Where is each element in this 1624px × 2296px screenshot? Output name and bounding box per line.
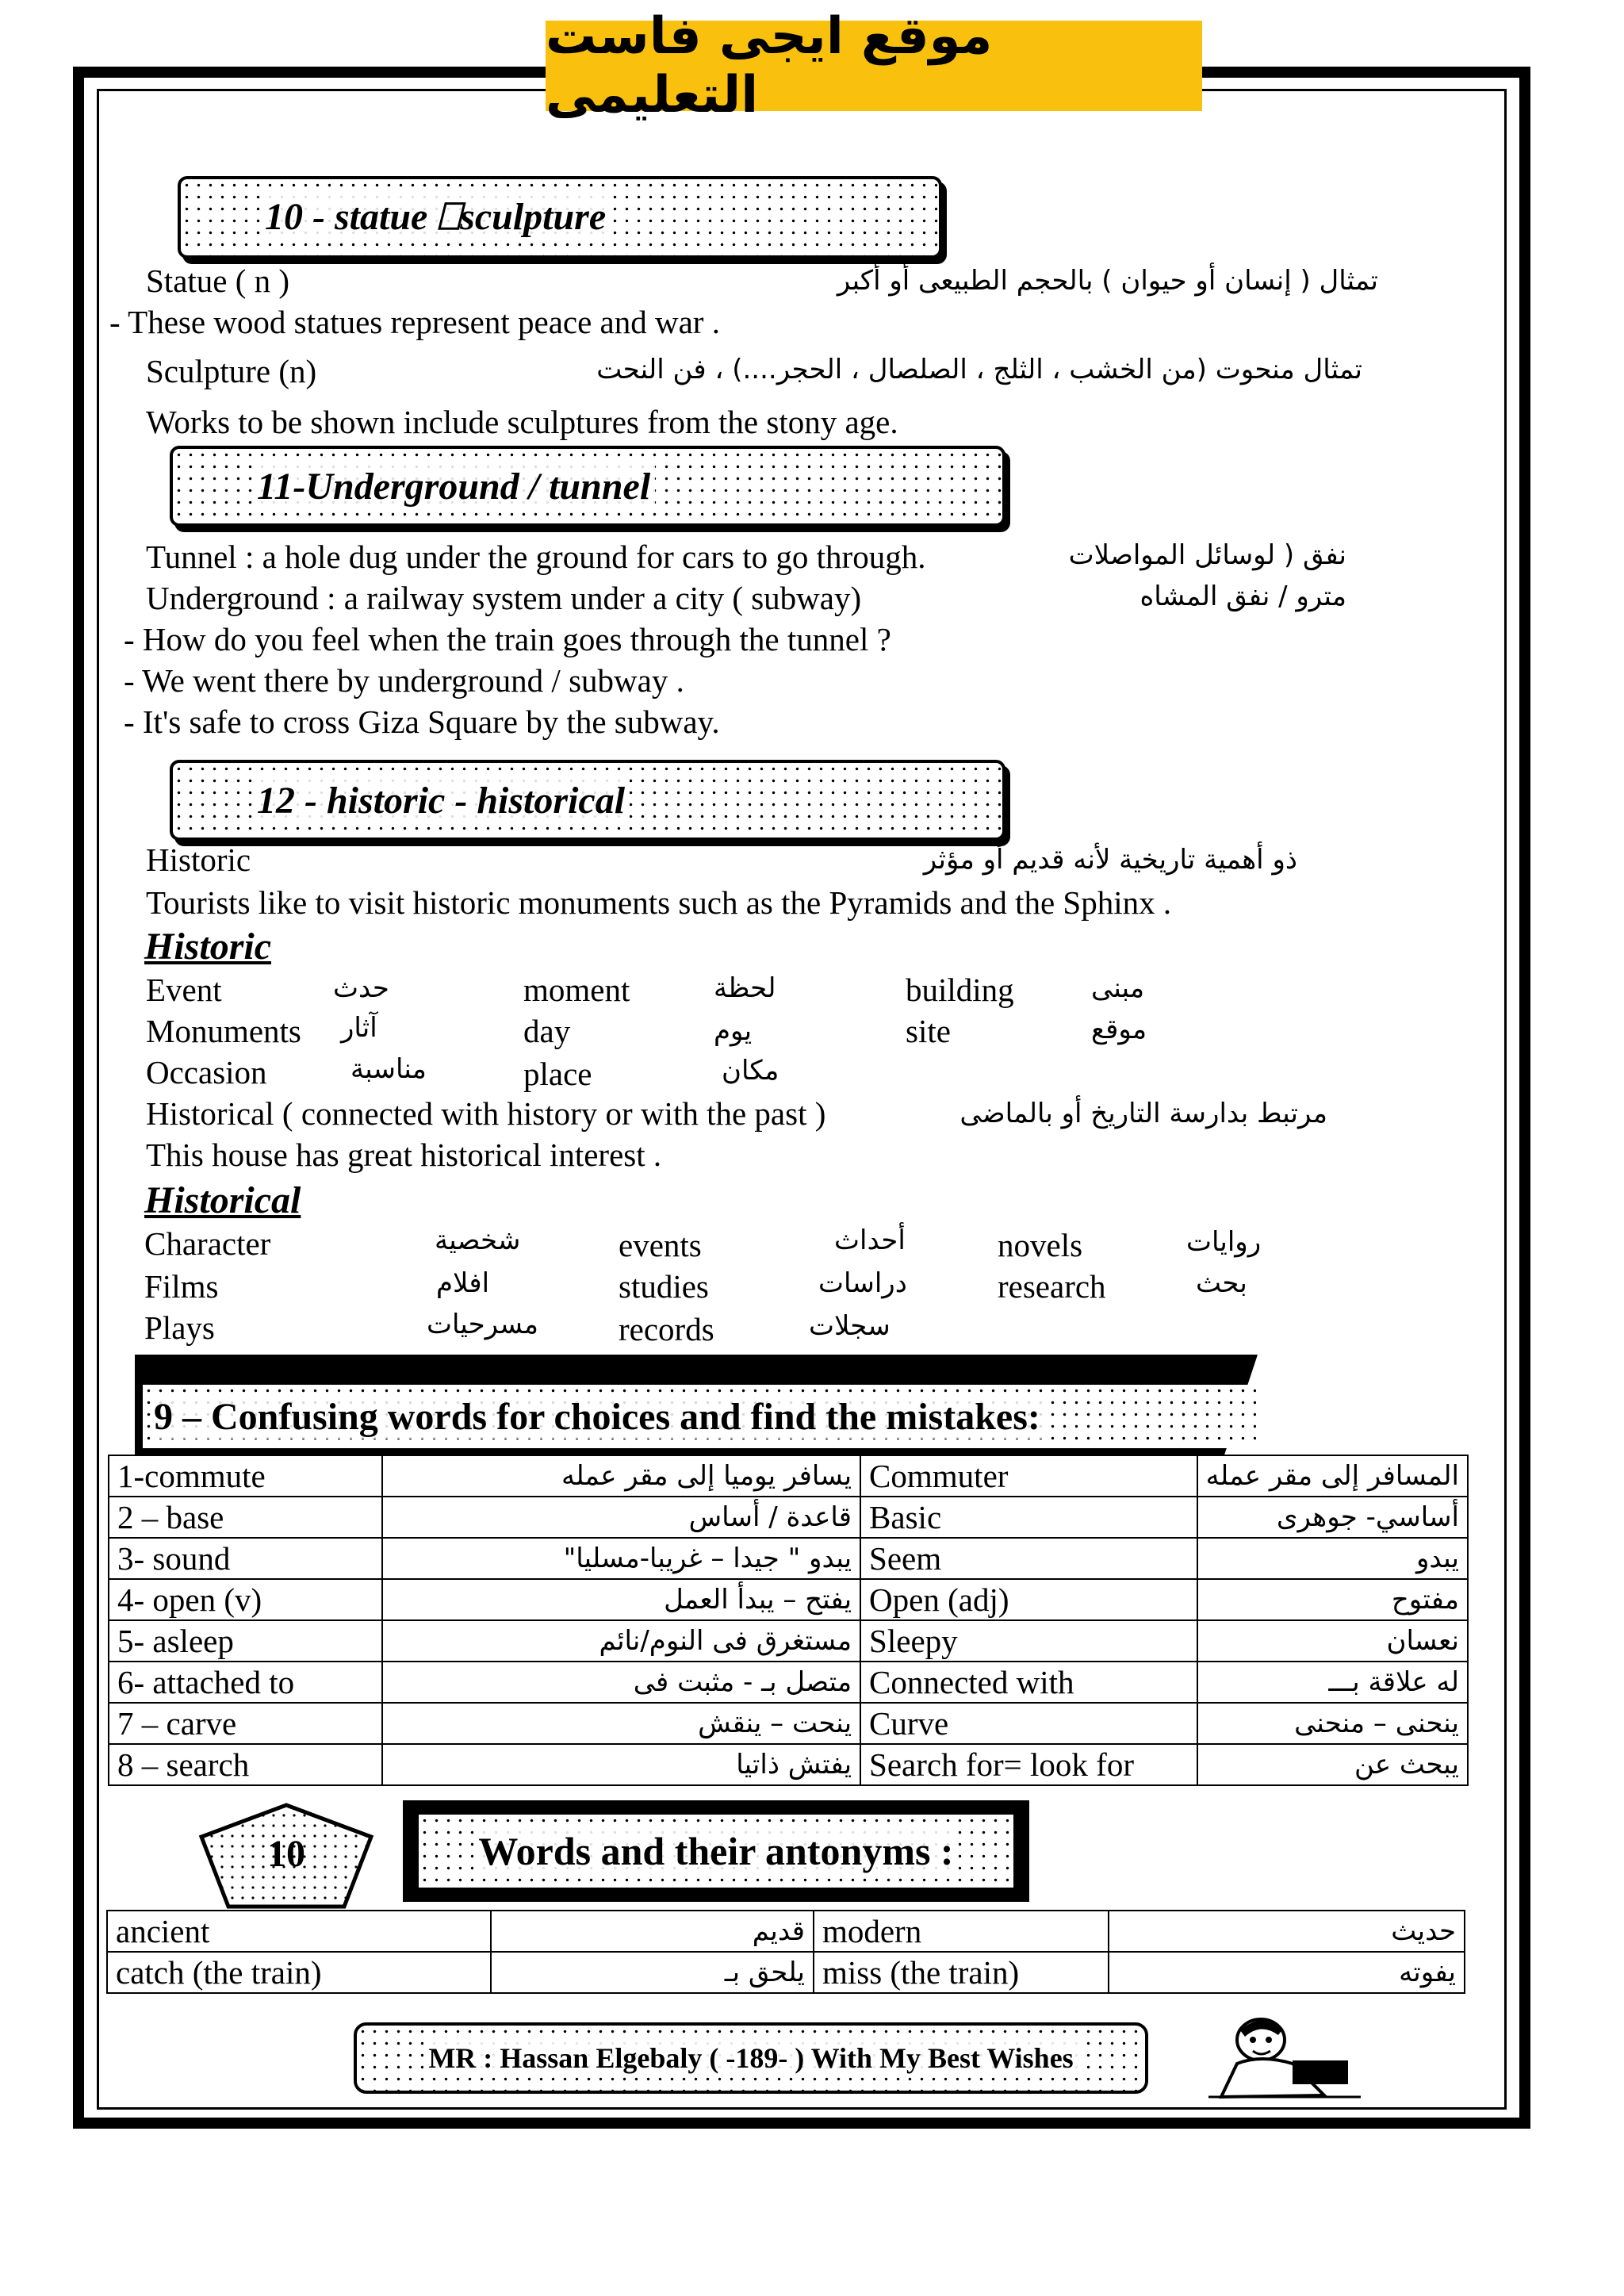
statue-term: Statue ( n ) [146, 263, 290, 299]
antonym-cell: miss (the train) [814, 1952, 1109, 1993]
word-cell: 4- open (v) [109, 1579, 382, 1620]
site-title: موقع ايجى فاست التعليمى [546, 7, 993, 125]
arabic-meaning-cell: له علاقة بـــ [1197, 1662, 1468, 1703]
collocation-arabic: دراسات [818, 1267, 907, 1299]
arabic-meaning-cell: نعسان [1197, 1620, 1468, 1662]
collocation-word: building [906, 972, 1014, 1008]
table-row [109, 1497, 1468, 1538]
table-row [109, 1620, 1468, 1662]
collocation-word: Character [144, 1225, 271, 1262]
collocation-word: events [619, 1227, 702, 1263]
collocation-word: moment [523, 972, 630, 1008]
teacher-cartoon-icon [1205, 2008, 1364, 2103]
section-11-title: 11-Underground / tunnel [252, 465, 655, 508]
arabic-meaning-cell: يبحث عن [1197, 1744, 1468, 1785]
arabic-meaning-cell: مفتوح [1197, 1579, 1468, 1620]
arabic-meaning-cell: المسافر إلى مقر عمله [1197, 1455, 1468, 1497]
word-cell: ancient [107, 1911, 491, 1952]
historic-arabic: ذو أهمية تاريخية لأنه قديم أو مؤثر [923, 844, 1297, 876]
table-row [109, 1455, 1468, 1497]
section-11-example-1: - How do you feel when the train goes through the tunnel ? [124, 621, 891, 657]
collocation-arabic: موقع [1091, 1014, 1147, 1045]
sculpture-example: Works to be shown include sculptures from the stony age. [146, 404, 898, 440]
section-10-title-box [178, 176, 942, 259]
word-cell: 2 – base [109, 1497, 382, 1538]
word-cell: 8 – search [109, 1744, 382, 1785]
section-11-example-3: - It's safe to cross Giza Square by the subway. [124, 703, 720, 740]
arabic-meaning-cell: متصل بـ - مثبت فى [382, 1662, 860, 1703]
arabic-meaning-cell: ينحنى – منحنى [1197, 1703, 1468, 1744]
table-row [109, 1662, 1468, 1703]
word-cell: Search for= look for [860, 1744, 1197, 1785]
collocation-word: Monuments [146, 1013, 301, 1049]
historical-definition: Historical ( connected with history or with the past ) [146, 1095, 826, 1132]
collocation-word: Plays [144, 1309, 215, 1346]
historical-heading: Historical [144, 1179, 301, 1221]
collocation-word: Event [146, 972, 222, 1008]
word-cell: 7 – carve [109, 1703, 382, 1744]
word-cell: Open (adj) [860, 1579, 1197, 1620]
collocation-word: place [523, 1056, 592, 1092]
collocation-arabic: افلام [436, 1267, 490, 1299]
arabic-meaning-cell: يسافر يوميا إلى مقر عمله [382, 1455, 860, 1497]
collocation-arabic: شخصية [435, 1225, 521, 1256]
confusing-words-table [108, 1455, 1469, 1786]
word-cell: 3- sound [109, 1538, 382, 1579]
section-11-title-box [170, 446, 1005, 527]
historic-term: Historic [146, 841, 251, 878]
antonym-cell: modern [814, 1911, 1109, 1952]
statue-arabic: تمثال ( إنسان أو حيوان ) بالحجم الطبيعى أو أكبر [837, 265, 1378, 297]
table-row [109, 1538, 1468, 1579]
arabic-meaning-cell: حديث [1109, 1911, 1465, 1952]
collocation-arabic: بحث [1196, 1267, 1247, 1299]
word-cell: Sleepy [860, 1620, 1197, 1662]
arabic-meaning-cell: يفتح – يبدأ العمل [382, 1579, 860, 1620]
section-10-title: 10 - statue ⎕sculpture [260, 195, 611, 240]
table-row [107, 1952, 1465, 1993]
section-12-title: 12 - historic - historical [252, 779, 630, 822]
underground-arabic: مترو / نفق المشاه [1139, 581, 1346, 612]
word-cell: Commuter [860, 1455, 1197, 1497]
antonyms-table [106, 1910, 1465, 1994]
historic-heading: Historic [144, 926, 272, 968]
arabic-meaning-cell: مستغرق فى النوم/نائم [382, 1620, 860, 1662]
collocation-word: day [523, 1013, 571, 1049]
statue-example: - These wood statues represent peace and war . [109, 304, 720, 340]
confusing-words-title: 9 – Confusing words for choices and find the mistakes: [151, 1395, 1044, 1439]
collocation-arabic: حدث [333, 972, 389, 1004]
collocation-arabic: روايات [1186, 1226, 1262, 1258]
number-badge-text: 10 [267, 1833, 305, 1875]
collocation-word: records [619, 1311, 714, 1347]
arabic-meaning-cell: يفتش ذاتيا [382, 1744, 860, 1785]
word-cell: 5- asleep [109, 1620, 382, 1662]
historical-example: This house has great historical interest . [146, 1137, 662, 1173]
table-row [107, 1911, 1465, 1952]
collocation-arabic: يوم [714, 1015, 753, 1047]
sculpture-term: Sculpture (n) [146, 353, 317, 389]
historic-example: Tourists like to visit historic monuments such as the Pyramids and the Sphinx . [146, 884, 1172, 921]
arabic-meaning-cell: قاعدة / أساس [382, 1497, 860, 1538]
arabic-meaning-cell: يلحق بـ [491, 1952, 814, 1993]
footer-signature-box [354, 2022, 1148, 2094]
collocation-arabic: مناسبة [350, 1053, 427, 1085]
arabic-meaning-cell: يبدو " جيدا – غريبا-مسليا" [382, 1538, 860, 1579]
collocation-word: studies [619, 1268, 709, 1305]
collocation-word: research [998, 1268, 1106, 1305]
word-cell: 1-commute [109, 1455, 382, 1497]
collocation-arabic: سجلات [809, 1310, 891, 1342]
word-cell: catch (the train) [107, 1952, 491, 1993]
underground-definition: Underground : a railway system under a city ( subway) [146, 580, 862, 616]
collocation-arabic: لحظة [714, 972, 776, 1004]
antonyms-title-box [419, 1815, 1013, 1888]
table-row [109, 1744, 1468, 1785]
collocation-arabic: أحداث [834, 1225, 906, 1256]
collocation-word: site [906, 1013, 951, 1049]
word-cell: Seem [860, 1538, 1197, 1579]
arabic-meaning-cell: ينحت – ينقش [382, 1703, 860, 1744]
collocation-word: Occasion [146, 1054, 267, 1091]
arabic-meaning-cell: قديم [491, 1911, 814, 1952]
section-11-example-2: - We went there by underground / subway . [124, 662, 684, 699]
collocation-word: novels [998, 1227, 1083, 1263]
collocation-arabic: مبنى [1091, 972, 1145, 1004]
collocation-arabic: مسرحيات [427, 1309, 538, 1340]
collocation-arabic: مكان [722, 1055, 779, 1087]
site-header [546, 7, 1202, 125]
arabic-meaning-cell: يفوته [1109, 1952, 1465, 1993]
section-12-title-box [170, 760, 1005, 841]
antonyms-title: Words and their antonyms : [473, 1828, 958, 1874]
arabic-meaning-cell: أساسي- جوهرى [1197, 1497, 1468, 1538]
word-cell: 6- attached to [109, 1662, 382, 1703]
historical-arabic: مرتبط بدارسة التاريخ أو بالماضى [959, 1098, 1327, 1129]
sculpture-arabic: تمثال منحوت (من الخشب ، الثلج ، الصلصال ، الحجر....) ، فن النحت [596, 354, 1362, 385]
tunnel-definition: Tunnel : a hole dug under the ground for cars to go through. [146, 539, 926, 575]
word-cell: Connected with [860, 1662, 1197, 1703]
collocation-word: Films [144, 1268, 219, 1305]
word-cell: Curve [860, 1703, 1197, 1744]
word-cell: Basic [860, 1497, 1197, 1538]
table-row [109, 1703, 1468, 1744]
footer-text: MR : Hassan Elgebaly ( -189- ) With My Best Wishes [423, 2041, 1078, 2075]
arabic-meaning-cell: يبدو [1197, 1538, 1468, 1579]
collocation-arabic: آثار [341, 1012, 377, 1044]
tunnel-arabic: نفق ( لوسائل المواصلات [1068, 539, 1346, 571]
confusing-words-title-box [143, 1385, 1256, 1448]
table-row [109, 1579, 1468, 1620]
